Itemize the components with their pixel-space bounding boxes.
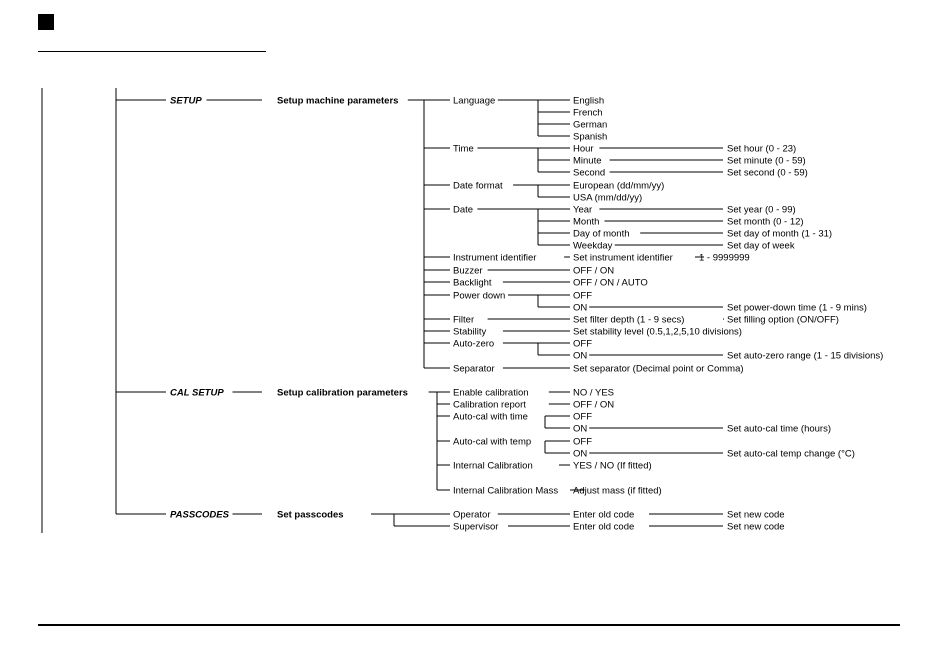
option-description: Set second (0 - 59)	[727, 167, 808, 179]
submenu-option: OFF	[573, 436, 592, 448]
option-description: Set auto-cal time (hours)	[727, 423, 832, 435]
submenu-option: Spanish	[573, 131, 608, 143]
menu-item-label: Auto-cal with time	[453, 411, 528, 423]
menu-item-value: Adjust mass (if fitted)	[573, 485, 662, 497]
menu-item-label: Calibration report	[453, 399, 526, 411]
option-description: Set month (0 - 12)	[727, 216, 804, 228]
submenu-option: Second	[573, 167, 606, 179]
menu-item-value: Enter old code	[573, 521, 635, 533]
section-label: SETUP	[170, 95, 202, 107]
option-description: Set new code	[727, 521, 785, 533]
menu-item-value: OFF / ON / AUTO	[573, 277, 648, 289]
menu-item-value: NO / YES	[573, 387, 615, 399]
menu-item-label: Time	[453, 143, 474, 155]
menu-item-label: Date format	[453, 180, 503, 192]
menu-item-value: Set stability level (0.5,1,2,5,10 divisions)	[573, 326, 742, 338]
submenu-option: ON	[573, 423, 588, 435]
submenu-option: Day of month	[573, 228, 630, 240]
submenu-option: French	[573, 107, 603, 119]
menu-item-label: Enable calibration	[453, 387, 529, 399]
section-description: Setup machine parameters	[277, 95, 399, 107]
menu-item-label: Stability	[453, 326, 487, 338]
menu-item-label: Internal Calibration Mass	[453, 485, 559, 497]
menu-item-value: Set filter depth (1 - 9 secs)	[573, 314, 685, 326]
menu-item-label: Separator	[453, 363, 495, 375]
menu-item-label: Filter	[453, 314, 475, 326]
menu-item-label: Instrument identifier	[453, 252, 537, 264]
menu-item-value: Enter old code	[573, 509, 635, 521]
menu-item-label: Auto-zero	[453, 338, 495, 350]
menu-item-label: Power down	[453, 290, 506, 302]
submenu-option: Hour	[573, 143, 594, 155]
option-description: Set new code	[727, 509, 785, 521]
option-description: Set day of month (1 - 31)	[727, 228, 833, 240]
menu-item-label: Supervisor	[453, 521, 499, 533]
option-description: Set day of week	[727, 240, 795, 252]
menu-item-label: Operator	[453, 509, 491, 521]
option-description: Set filling option (ON/OFF)	[727, 314, 839, 326]
menu-item-label: Language	[453, 95, 496, 107]
submenu-option: OFF	[573, 411, 592, 423]
section-label: PASSCODES	[170, 509, 229, 521]
submenu-option: German	[573, 119, 608, 131]
menu-item-value: OFF / ON	[573, 399, 615, 411]
section-description: Setup calibration parameters	[277, 387, 408, 399]
menu-item-label: Date	[453, 204, 474, 216]
menu-item-label: Internal Calibration	[453, 460, 533, 472]
submenu-option: USA (mm/dd/yy)	[573, 192, 643, 204]
option-description: 1 - 9999999	[699, 252, 750, 264]
menu-item-value: YES / NO (If fitted)	[573, 460, 652, 472]
option-description: Set auto-cal temp change (°C)	[727, 448, 855, 460]
submenu-option: ON	[573, 448, 588, 460]
option-description: Set auto-zero range (1 - 15 divisions)	[727, 350, 884, 362]
submenu-option: Month	[573, 216, 600, 228]
option-description: Set minute (0 - 59)	[727, 155, 806, 167]
submenu-option: Year	[573, 204, 593, 216]
submenu-option: European (dd/mm/yy)	[573, 180, 665, 192]
menu-item-value: Set separator (Decimal point or Comma)	[573, 363, 744, 375]
menu-item-label: Buzzer	[453, 265, 483, 277]
submenu-option: English	[573, 95, 605, 107]
submenu-option: OFF	[573, 338, 592, 350]
submenu-option: Minute	[573, 155, 602, 167]
menu-item-value: Set instrument identifier	[573, 252, 673, 264]
option-description: Set year (0 - 99)	[727, 204, 796, 216]
menu-item-label: Backlight	[453, 277, 492, 289]
option-description: Set hour (0 - 23)	[727, 143, 797, 155]
submenu-option: ON	[573, 350, 588, 362]
option-description: Set power-down time (1 - 9 mins)	[727, 302, 867, 314]
submenu-option: ON	[573, 302, 588, 314]
menu-item-value: OFF / ON	[573, 265, 615, 277]
submenu-option: OFF	[573, 290, 592, 302]
menu-item-label: Auto-cal with temp	[453, 436, 532, 448]
submenu-option: Weekday	[573, 240, 613, 252]
section-description: Set passcodes	[277, 509, 344, 521]
section-label: CAL SETUP	[170, 387, 224, 399]
